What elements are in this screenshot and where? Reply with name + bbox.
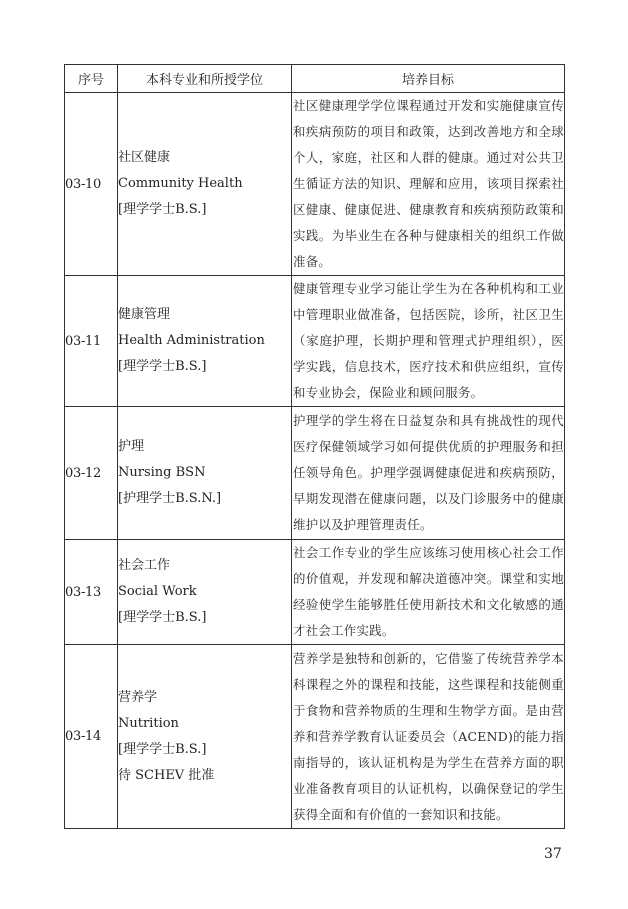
major-name-zh: 营养学 xyxy=(118,689,158,705)
major-name-en: Nursing BSN xyxy=(118,465,206,480)
table-row xyxy=(65,540,565,645)
table-row xyxy=(65,276,565,407)
table-row xyxy=(65,645,565,829)
serial-number-cell: 03-11 xyxy=(65,276,118,407)
major-name-en: Nutrition xyxy=(118,715,179,731)
major-name-zh: 社区健康 xyxy=(118,150,171,165)
training-goal-cell: 社区健康理学学位课程通过开发和实施健康宣传和疾病预防的项目和政策，达到改善地方和全球个人，家庭，社区和人群的健康。通过对公共卫生循证方法的知识、理解和应用，该项目探索社区健康、健康促进、健康教育和疾病预防政策和实践。为毕业生在各种与健康相关的组织工作做准备。 xyxy=(292,93,565,276)
degree-label: [理学学士B.S.] xyxy=(118,741,207,757)
serial-number-cell: 03-13 xyxy=(65,540,118,645)
major-name-zh: 社会工作 xyxy=(118,558,171,573)
major-degree-cell xyxy=(118,540,292,645)
major-degree-cell xyxy=(118,407,292,540)
page-number: 37 xyxy=(544,846,562,862)
training-goal-cell: 护理学的学生将在日益复杂和具有挑战性的现代医疗保健领域学习如何提供优质的护理服务和担任领导角色。护理学强调健康促进和疾病预防，早期发现潜在健康问题，以及门诊服务中的健康维护以及护理管理责任。 xyxy=(292,407,565,540)
major-name-en: Community Health xyxy=(118,176,243,191)
table-row xyxy=(65,93,565,276)
major-degree-cell xyxy=(118,93,292,276)
table-row xyxy=(65,407,565,540)
major-name-en: Social Work xyxy=(118,584,197,599)
header-major-degree: 本科专业和所授学位 xyxy=(118,65,292,93)
majors-table xyxy=(64,64,565,829)
degree-label: [理学学士B.S.] xyxy=(118,610,207,625)
table-header-row xyxy=(65,65,565,93)
major-degree-cell xyxy=(118,276,292,407)
major-name-en: Health Administration xyxy=(118,333,265,348)
major-name-zh: 健康管理 xyxy=(118,307,171,322)
major-degree-cell xyxy=(118,645,292,829)
training-goal-cell: 健康管理专业学习能让学生为在各种机构和工业中管理职业做准备，包括医院，诊所，社区卫生（家庭护理，长期护理和管理式护理组织），医学实践，信息技术，医疗技术和供应组织，宣传和专业协会，保险业和顾问服务。 xyxy=(292,276,565,407)
header-training-goal: 培养目标 xyxy=(292,65,565,93)
degree-label: [护理学士B.S.N.] xyxy=(118,491,222,506)
degree-label: [理学学士B.S.] xyxy=(118,359,207,374)
approval-note: 待 SCHEV 批准 xyxy=(118,767,215,783)
header-serial-number: 序号 xyxy=(65,65,118,93)
training-goal-cell: 社会工作专业的学生应该练习使用核心社会工作的价值观，并发现和解决道德冲突。课堂和实地经验使学生能够胜任使用新技术和文化敏感的通才社会工作实践。 xyxy=(292,540,565,645)
degree-label: [理学学士B.S.] xyxy=(118,202,207,217)
major-name-zh: 护理 xyxy=(118,439,145,454)
serial-number-cell: 03-10 xyxy=(65,93,118,276)
training-goal-cell: 营养学是独特和创新的，它借鉴了传统营养学本科课程之外的课程和技能，这些课程和技能侧重于食物和营养物质的生理和生物学方面。是由营养和营养学教育认证委员会（ACEND)的能力指南指导的，该认证机构是为学生在营养方面的职业准备教育项目的认证机构，以确保登记的学生获得全面和有价值的一套知识和技能。 xyxy=(292,645,565,829)
serial-number-cell: 03-12 xyxy=(65,407,118,540)
serial-number-cell: 03-14 xyxy=(65,645,118,829)
